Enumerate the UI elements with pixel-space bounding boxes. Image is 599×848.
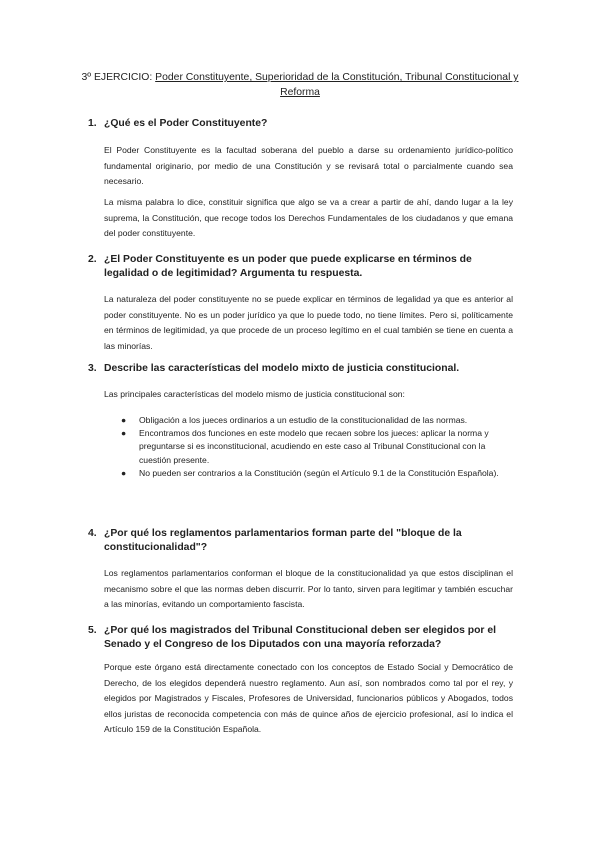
list-item <box>119 467 514 480</box>
answer-5-paragraph-1: Porque este órgano está directamente conectado con los conceptos de Estado Social y Democrático de Derecho, de los elegidos dependerá nuestro reglamento. Aun así, son nombrados como tal por el rey, y elegidos por Magistrados y Fiscales, Profesores de Universidad, funcionarios públicos y Abogados, todos ellos juristas de reconocida competencia con más de quince años de ejercicio profesional, así lo indica el Artículo 159 de la Constitución Española. <box>104 662 513 735</box>
title-topic: Poder Constituyente, Superioridad de la Constitución, Tribunal Constitucional y Reforma <box>155 72 519 98</box>
question-text: ¿El Poder Constituyente es un poder que puede explicarse en términos de legalidad o de legitimidad? Argumenta tu respuesta. <box>104 254 472 279</box>
list-item-text: Obligación a los jueces ordinarios a un estudio de la constitucionalidad de las normas. <box>139 415 468 425</box>
answer-1-paragraph-1: El Poder Constituyente es la facultad soberana del pueblo a darse su ordenamiento jurídico-político fundamental originario, por medio de una Constitución y se revisará total o parcialmente cuando sea necesario. <box>104 145 513 187</box>
question-number: 1. <box>88 118 97 129</box>
question-3-heading <box>88 362 513 376</box>
question-4-heading <box>88 527 513 555</box>
answer-4-paragraph-1: Los reglamentos parlamentarios conforman el bloque de la constitucionalidad ya que estos disciplinan el mecanismo sobre el que las normas deben discurrir. Por lo tanto, sirven para legitimar y también escuchar a las minorías, evitando un comportamiento fascista. <box>104 568 513 610</box>
question-number: 2. <box>88 254 97 265</box>
question-text: ¿Por qué los reglamentos parlamentarios forman parte del "bloque de la constitucionalidad"? <box>104 528 462 553</box>
question-2-heading <box>88 253 513 281</box>
answer-1-paragraph-2: La misma palabra lo dice, constituir significa que algo se va a crear a partir de ahí, dando lugar a la ley suprema, la Constitución, que recoge todos los Derechos Fundamentales de los ciudadanos y que emana del poder constituyente. <box>104 197 513 239</box>
list-item-text: Encontramos dos funciones en este modelo que recaen sobre los jueces: aplicar la norma y preguntarse si es inconstitucional, acudiendo en este caso al Tribunal Constitucional con la cuestión presente. <box>139 428 489 465</box>
question-text: Describe las características del modelo mixto de justicia constitucional. <box>104 363 460 374</box>
answer-3-bullet-list <box>119 414 514 480</box>
list-item <box>119 414 514 427</box>
question-number: 3. <box>88 363 97 374</box>
list-item-text: No pueden ser contrarios a la Constitución (según el Artículo 9.1 de la Constitución Española). <box>139 467 499 478</box>
question-1-heading <box>88 117 513 131</box>
bullet-icon: ● <box>121 415 127 425</box>
bullet-icon: ● <box>121 467 127 478</box>
answer-3-paragraph-1: Las principales características del modelo mismo de justicia constitucional son: <box>104 389 405 399</box>
list-item <box>119 427 514 467</box>
question-text: ¿Qué es el Poder Constituyente? <box>104 118 268 129</box>
question-5-heading <box>88 624 513 652</box>
question-text: ¿Por qué los magistrados del Tribunal Constitucional deben ser elegidos por el Senado y el Congreso de los Diputados con una mayoría reforzada? <box>104 625 497 650</box>
bullet-icon: ● <box>121 428 127 439</box>
question-number: 4. <box>88 528 97 539</box>
answer-2-paragraph-1: La naturaleza del poder constituyente no se puede explicar en términos de legalidad ya que es anterior al poder constituyente. No es un poder jurídico ya que lo puede todo, no tiene límites. Pero si, políticamente en términos de legitimidad, ya que procede de un proceso legítimo en el cual también se tiene en cuenta a las minorías. <box>104 294 513 351</box>
question-number: 5. <box>88 625 97 636</box>
title-prefix: 3º EJERCICIO: <box>81 72 156 83</box>
document-title <box>80 70 520 100</box>
